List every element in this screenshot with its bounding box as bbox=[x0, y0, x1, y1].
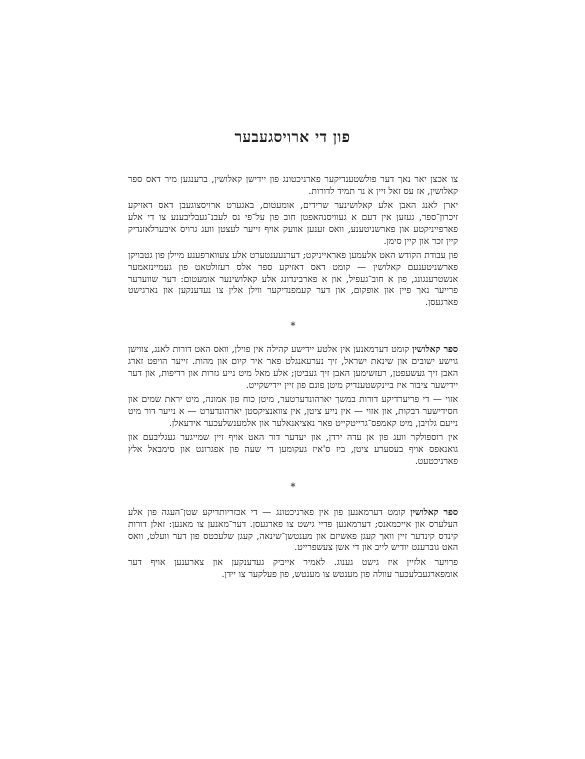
section-memory bbox=[128, 508, 458, 581]
paragraph: אזוי — די פריערדיקע דורות במשך יארהונדערטער, מיטן כוח פון אמונה, מיט יראת שמים און חסידישער דבקות, און אזוי — אין נייע ציטן, אין צוואנציקסטן יארהונדערט — א נייער דור מיט נייעם גלויבן, מיט קאמפס־גרייטקייט פאר נאציאנאלער און אלמענשלעכער אידעאלן. bbox=[128, 395, 458, 429]
section-separator: * bbox=[290, 320, 296, 332]
main-text bbox=[128, 175, 458, 584]
section-history bbox=[128, 345, 458, 468]
section-intro bbox=[128, 175, 458, 310]
book-title-phrase: ספר קאלושין bbox=[410, 508, 458, 519]
page-title: פון די ארויסגעבער bbox=[234, 128, 351, 146]
paragraph: יארן לאנג האבן אלע קאלושינער שרידים, אומעטום, באגערט ארויסצוגעבן דאס דאזיקע זיכרון־ספר, געזען אין דעם א געוויסנהאפטן חוב פון על־פי נס לעבנ־געבליבענע צו די אלע פארפייניקטע און פארשניטענע, וואס זענען אוועק אויף זייער לעצטן וועג גרויס איבערלאזנדיק קיין זכר און קיין סימן. bbox=[128, 201, 458, 247]
paragraph: פרויער אלזיין איז גישט גענוג. לאמיר אייביק געדענקען און צארענען אויף דער אומפארגעבלעכער עוולה פון מענטש צו מענטש, פון פעלקער צו יידן. bbox=[128, 557, 458, 580]
paragraph: פון עבודת הקודש האט אלעמען פאראייניקט; דערנעענטערט אלע צעווארפענע מיילן פון גטבויקן פארשניטענעם קאלושין — קומט דאס דאזיקע ספר אלס רעזולטאט פון געמיינזאמער אנשטרענגונג, פון א חוב־געפיל, און א פארבינדונג אלע קאלושינער אומעטום: דער שווערער פרייער נאך פיין און אופקום, און דער קעמפנדיקער ווילן אלין צו נעדענקען און נארגישט פארגעסן. bbox=[128, 251, 458, 309]
section-separator: * bbox=[290, 482, 296, 494]
paragraph: ספר קאלושין קומט דערמאנען פון אין פארניכטונג — די אכזריותדיקע שטן־העגה פון אלע העלערס און אייכמאנס; דערמאנען פדיי גישט צו פארגעסן. דער־מאנען צו מאנען: זאלן דורות קינדס קינדער זיין וואך קעגן פאשיזם און מענטשן־שינאה, קעגן שלעכטס פון דער וועלט, וואס האט גוברענט יודיש לייב און די אשן צעשפרייט. bbox=[128, 508, 458, 554]
paragraph: צו אכצן יאר נאך דער פולשטענדיקער פארניכטונג פון יידישן קאלושין, ברענגען מיר דאס ספר קאלושין, אז עס זאל זיין א נר תמיד לדורות. bbox=[128, 175, 458, 197]
paragraph: אין רוספולקר וועג פון אן עדה ירדן, און יעדער דור האט אויף זיין שמייגער געגליבעם און גואנאפס אויף בעסערע ציטן, ביז ס'איז געקומען די שעה פון אפגרונט און סימבאל אלץ פארניכטעט. bbox=[128, 433, 458, 467]
book-title-phrase: ספר קאלושין bbox=[412, 345, 459, 356]
paragraph: ספר קאלושין קומט דערמאנען אין אלטע יידישע קהילה אין פוילן, וואס האט דורות לאנג, צווישן גוישע ישובים און שינאת ישראל, זיך נערעאנגלט פאר איר קיום און מהות. זייער הויפט זארג האבן זיך געשעפטן, רעזשימען האבן זיך געביטן; אלע מאל מיט נייע גזרות און רדיפות, און דער יידישער ציבור איז ביינקשטענדיק מיטן פונם פון זיין יידישקייט. bbox=[128, 345, 459, 391]
